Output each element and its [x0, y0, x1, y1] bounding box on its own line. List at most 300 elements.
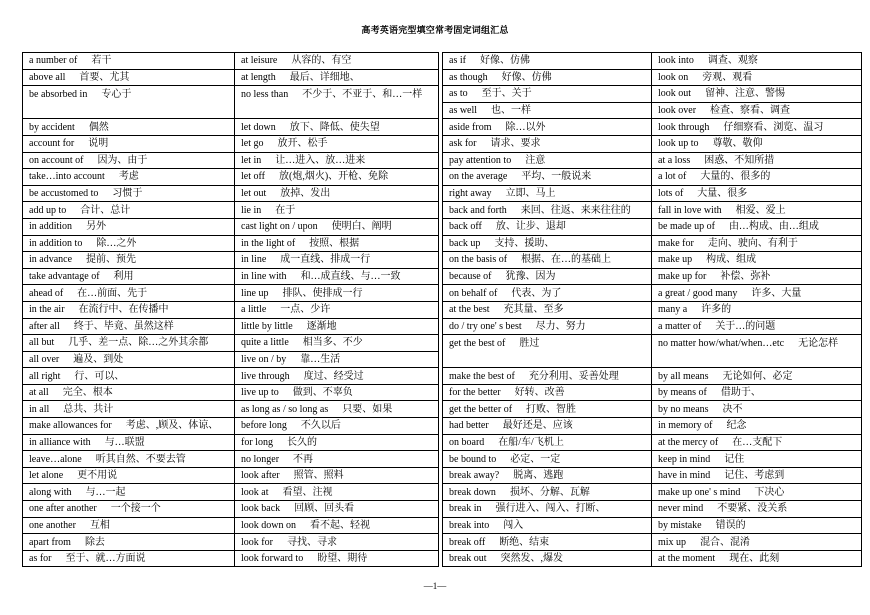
phrase-chinese: 偶然	[88, 121, 109, 133]
phrase-english: by no means	[658, 403, 709, 415]
phrase-chinese: 放、让步、退却	[495, 221, 566, 233]
phrase-english: let out	[241, 188, 267, 200]
phrase-cell	[23, 384, 235, 401]
phrase-chinese: 下决心	[754, 486, 785, 498]
table-row	[23, 185, 439, 202]
phrase-chinese: 请求、要求	[490, 138, 541, 150]
phrase-cell	[443, 268, 652, 285]
phrase-chinese: 损坏、分解、瓦解	[509, 486, 590, 498]
phrase-cell	[443, 102, 652, 119]
phrase-chinese: 首要、尤其	[79, 71, 130, 83]
phrase-cell	[652, 534, 862, 551]
phrase-english: by means of	[658, 387, 707, 399]
phrase-chinese: 充其量、至多	[503, 304, 564, 316]
phrase-english: get the better of	[449, 403, 513, 415]
phrase-english: look after	[241, 470, 280, 482]
phrase-cell	[443, 418, 652, 435]
phrase-cell	[23, 318, 235, 335]
phrase-chinese: 大量的、很多的	[700, 171, 771, 183]
phrase-english: fall in love with	[658, 204, 722, 216]
phrase-english: for the better	[449, 387, 501, 399]
phrase-chinese: 混合、混淆	[700, 536, 751, 548]
phrase-chinese: 代表、为了	[511, 287, 562, 299]
phrase-cell	[23, 484, 235, 501]
phrase-chinese: 好像、仿佛	[501, 71, 552, 83]
phrase-cell	[652, 268, 862, 285]
phrase-english: do / try one' s best	[449, 320, 522, 332]
phrase-cell	[443, 451, 652, 468]
table-row	[443, 501, 862, 518]
table-row	[443, 185, 862, 202]
phrase-cell	[652, 285, 862, 302]
phrase-table-right	[442, 52, 862, 567]
phrase-english: a great / good many	[658, 287, 738, 299]
phrase-english: let in	[241, 154, 262, 166]
table-row	[443, 318, 862, 335]
table-row	[23, 318, 439, 335]
phrase-chinese: 许多的	[701, 304, 732, 316]
phrase-english: at leisure	[241, 55, 278, 67]
phrase-chinese: 闯入	[503, 519, 524, 531]
phrase-chinese: 照管、照料	[293, 470, 344, 482]
phrase-english: make up	[658, 254, 693, 266]
phrase-english: be absorbed in	[29, 89, 88, 101]
table-row	[443, 401, 862, 418]
phrase-chinese: 突然发、,爆发	[500, 553, 563, 565]
phrase-cell	[235, 318, 439, 335]
phrase-chinese: 走向、驶向、有利于	[707, 237, 798, 249]
table-row	[443, 517, 862, 534]
table-row	[23, 119, 439, 136]
phrase-chinese: 放掉、发出	[280, 188, 331, 200]
phrase-chinese: 因为、由于	[97, 154, 148, 166]
phrase-cell	[235, 368, 439, 385]
phrase-chinese: 相爱、爱上	[735, 204, 786, 216]
phrase-chinese: 不久以后	[300, 420, 341, 432]
phrase-cell	[23, 451, 235, 468]
phrase-english: as for	[29, 553, 52, 565]
phrase-chinese: 断绝、结束	[499, 536, 550, 548]
table-row	[443, 434, 862, 451]
phrase-chinese: 强行进入、闯入、打断、	[495, 503, 606, 515]
phrase-cell	[443, 484, 652, 501]
phrase-chinese: 提前、预先	[86, 254, 137, 266]
phrase-english: on board	[449, 436, 485, 448]
phrase-chinese: 更不用说	[77, 470, 118, 482]
phrase-cell	[443, 119, 652, 136]
phrase-english: a little	[241, 304, 267, 316]
phrase-cell	[652, 335, 862, 368]
phrase-english: above all	[29, 71, 66, 83]
phrase-chinese: 互相	[89, 519, 110, 531]
phrase-english: make the best of	[449, 370, 515, 382]
phrase-chinese: 除…之外	[96, 237, 137, 249]
phrase-cell	[235, 268, 439, 285]
phrase-chinese: 调查、观察	[707, 55, 758, 67]
phrase-chinese: 脱离、逃跑	[513, 470, 564, 482]
phrase-english: live on / by	[241, 353, 287, 365]
phrase-english: no longer	[241, 453, 280, 465]
phrase-cell	[443, 534, 652, 551]
phrase-chinese: 决不	[722, 403, 743, 415]
phrase-english: along with	[29, 486, 72, 498]
phrase-cell	[23, 218, 235, 235]
phrase-english: after all	[29, 320, 60, 332]
phrase-english: let off	[241, 171, 265, 183]
phrase-english: break in	[449, 503, 482, 515]
phrase-chinese: 相当多、不少	[302, 337, 363, 349]
phrase-chinese: 做到、不辜负	[292, 387, 353, 399]
phrase-cell	[652, 252, 862, 269]
phrase-english: because of	[449, 271, 492, 283]
phrase-cell	[23, 418, 235, 435]
table-row	[23, 235, 439, 252]
table-row	[23, 86, 439, 119]
phrase-cell	[443, 135, 652, 152]
phrase-chinese: 至于、关于	[481, 88, 532, 100]
phrase-chinese: 在船/车/飞机上	[498, 436, 564, 448]
phrase-english: break off	[449, 536, 486, 548]
phrase-chinese: 按照、根据	[309, 237, 360, 249]
table-row	[23, 401, 439, 418]
phrase-chinese: 终于、毕竟、虽然这样	[73, 320, 174, 332]
phrase-cell	[235, 119, 439, 136]
phrase-english: ahead of	[29, 287, 64, 299]
table-row	[443, 202, 862, 219]
phrase-english: at a loss	[658, 154, 691, 166]
phrase-chinese: 另外	[86, 221, 107, 233]
phrase-chinese: 错误的	[715, 519, 746, 531]
phrase-english: get the best of	[449, 338, 506, 350]
table-row	[443, 384, 862, 401]
table-row	[443, 169, 862, 186]
phrase-chinese: 大量、很多	[697, 188, 748, 200]
phrase-chinese: 习惯于	[112, 188, 143, 200]
phrase-chinese: 犹豫、因为	[505, 271, 556, 283]
table-row	[23, 218, 439, 235]
phrase-chinese: 好转、改善	[514, 387, 565, 399]
phrase-english: mix up	[658, 536, 687, 548]
table-row	[443, 119, 862, 136]
phrase-english: in line	[241, 254, 267, 266]
phrase-cell	[443, 550, 652, 567]
phrase-cell	[235, 86, 439, 119]
phrase-english: make up one' s mind	[658, 486, 741, 498]
phrase-cell	[23, 534, 235, 551]
phrase-cell	[235, 517, 439, 534]
phrase-english: break into	[449, 519, 490, 531]
phrase-cell	[443, 318, 652, 335]
phrase-english: look up to	[658, 138, 699, 150]
phrase-english: break away?	[449, 470, 500, 482]
phrase-english: apart from	[29, 536, 71, 548]
phrase-english: look into	[658, 55, 694, 67]
phrase-chinese: 检查、察看、调查	[710, 105, 791, 117]
phrase-chinese: 排队、使排成一行	[282, 287, 363, 299]
phrase-cell	[652, 102, 862, 119]
phrase-english: at all	[29, 387, 49, 399]
phrase-chinese: 也、一样	[491, 105, 532, 117]
phrase-english: in the light of	[241, 237, 296, 249]
phrase-english: add up to	[29, 204, 67, 216]
phrase-chinese: 好像、仿佛	[479, 55, 530, 67]
phrase-cell	[235, 550, 439, 567]
table-row	[443, 135, 862, 152]
table-row	[443, 235, 862, 252]
phrase-chinese: 尊敬、敬仰	[712, 138, 763, 150]
phrase-cell	[235, 135, 439, 152]
phrase-cell	[443, 467, 652, 484]
phrase-english: cast light on / upon	[241, 221, 318, 233]
table-row	[23, 534, 439, 551]
table-row	[23, 368, 439, 385]
phrase-chinese: 旁观、观看	[702, 71, 753, 83]
phrase-cell	[23, 285, 235, 302]
phrase-cell	[652, 501, 862, 518]
table-row	[443, 484, 862, 501]
phrase-english: look at	[241, 486, 269, 498]
phrase-cell	[443, 185, 652, 202]
phrase-chinese: 至于、就…方面说	[65, 553, 146, 565]
phrase-cell	[652, 119, 862, 136]
phrase-english: be accustomed to	[29, 188, 99, 200]
phrase-cell	[443, 53, 652, 70]
table-row	[23, 69, 439, 86]
phrase-cell	[235, 152, 439, 169]
phrase-cell	[443, 202, 652, 219]
phrase-cell	[443, 285, 652, 302]
table-row	[23, 252, 439, 269]
phrase-english: by mistake	[658, 519, 702, 531]
phrase-english: make for	[658, 237, 694, 249]
phrase-english: be bound to	[449, 453, 497, 465]
table-row	[23, 285, 439, 302]
phrase-english: no matter how/what/when…etc	[658, 338, 785, 350]
phrase-english: right away	[449, 188, 492, 200]
table-row	[23, 135, 439, 152]
table-row	[23, 451, 439, 468]
phrase-cell	[443, 517, 652, 534]
table-row	[23, 152, 439, 169]
phrase-cell	[23, 434, 235, 451]
phrase-english: in line with	[241, 271, 287, 283]
phrase-cell	[23, 335, 235, 352]
table-row	[443, 152, 862, 169]
phrase-cell	[443, 501, 652, 518]
phrase-cell	[23, 467, 235, 484]
table-row	[443, 451, 862, 468]
phrase-english: line up	[241, 287, 269, 299]
phrase-english: look for	[241, 536, 273, 548]
phrase-english: look out	[658, 88, 692, 100]
phrase-cell	[23, 169, 235, 186]
phrase-chinese: 一点、少许	[280, 304, 331, 316]
phrase-english: in all	[29, 403, 50, 415]
phrase-english: lie in	[241, 204, 262, 216]
phrase-cell	[235, 235, 439, 252]
table-row	[23, 517, 439, 534]
phrase-cell	[443, 335, 652, 368]
phrase-english: make up for	[658, 271, 707, 283]
phrase-cell	[235, 53, 439, 70]
phrase-english: never mind	[658, 503, 704, 515]
phrase-cell	[443, 86, 652, 103]
phrase-cell	[652, 401, 862, 418]
phrase-cell	[23, 152, 235, 169]
phrase-chinese: 考虑、,顾及、体谅、	[125, 420, 219, 432]
phrase-english: for long	[241, 436, 273, 448]
phrase-chinese: 使明白、阐明	[331, 221, 392, 233]
phrase-chinese: 放下、降低、使失望	[289, 121, 380, 133]
phrase-cell	[443, 218, 652, 235]
phrase-cell	[443, 301, 652, 318]
phrase-cell	[235, 467, 439, 484]
phrase-chinese: 打败、智胜	[526, 403, 577, 415]
phrase-cell	[443, 434, 652, 451]
phrase-english: look on	[658, 71, 689, 83]
table-row	[23, 335, 439, 352]
phrase-english: let go	[241, 138, 264, 150]
phrase-english: as if	[449, 55, 466, 67]
phrase-english: a lot of	[658, 171, 687, 183]
phrase-english: at the moment	[658, 553, 716, 565]
phrase-english: in the air	[29, 304, 65, 316]
phrase-cell	[652, 235, 862, 252]
phrase-cell	[23, 401, 235, 418]
phrase-cell	[235, 401, 439, 418]
phrase-cell	[652, 368, 862, 385]
table-row	[23, 434, 439, 451]
phrase-english: as to	[449, 88, 468, 100]
table-row	[443, 218, 862, 235]
phrase-cell	[235, 285, 439, 302]
phrase-chinese: 除去	[84, 536, 105, 548]
phrase-cell	[235, 301, 439, 318]
phrase-cell	[652, 550, 862, 567]
phrase-cell	[235, 534, 439, 551]
phrase-chinese: 最后、详细地、	[289, 71, 360, 83]
phrase-chinese: 补偿、弥补	[720, 271, 771, 283]
page-number: —1—	[423, 581, 447, 591]
phrase-english: in alliance with	[29, 436, 91, 448]
phrase-english: pay attention to	[449, 154, 512, 166]
phrase-chinese: 除…以外	[505, 121, 546, 133]
phrase-cell	[652, 53, 862, 70]
table-row	[23, 169, 439, 186]
phrase-cell	[443, 169, 652, 186]
phrase-english: by accident	[29, 121, 75, 133]
phrase-chinese: 在流行中、在传播中	[78, 304, 169, 316]
table-row	[23, 53, 439, 70]
phrase-chinese: 总共、共计	[63, 403, 114, 415]
phrase-chinese: 说明	[88, 138, 109, 150]
phrase-english: keep in mind	[658, 453, 711, 465]
table-row	[443, 53, 862, 70]
phrase-english: all over	[29, 353, 60, 365]
phrase-chinese: 若干	[91, 55, 112, 67]
phrase-english: leave…alone	[29, 453, 82, 465]
phrase-cell	[235, 484, 439, 501]
phrase-cell	[652, 301, 862, 318]
table-row	[443, 301, 862, 318]
phrase-chinese: 利用	[113, 271, 134, 283]
phrase-cell	[23, 268, 235, 285]
phrase-cell	[652, 185, 862, 202]
phrase-chinese: 留神、注意、警惕	[705, 88, 786, 100]
phrase-chinese: 无论怎样	[798, 338, 839, 350]
phrase-english: break down	[449, 486, 496, 498]
phrase-cell	[23, 86, 235, 119]
phrase-english: in addition to	[29, 237, 83, 249]
phrase-cell	[23, 202, 235, 219]
phrase-chinese: 合计、总计	[80, 204, 131, 216]
phrase-cell	[443, 152, 652, 169]
phrase-cell	[652, 135, 862, 152]
phrase-cell	[235, 169, 439, 186]
phrase-english: had better	[449, 420, 489, 432]
phrase-english: quite a little	[241, 337, 289, 349]
phrase-cell	[23, 368, 235, 385]
phrase-cell	[652, 434, 862, 451]
phrase-cell	[443, 384, 652, 401]
phrase-cell	[443, 368, 652, 385]
phrase-english: live through	[241, 370, 290, 382]
phrase-cell	[652, 69, 862, 86]
phrase-english: be made up of	[658, 221, 715, 233]
phrase-chinese: 来回、往返、来来往往的	[520, 204, 631, 216]
phrase-english: at the mercy of	[658, 436, 719, 448]
phrase-english: many a	[658, 304, 688, 316]
phrase-chinese: 遍及、到处	[73, 353, 124, 365]
table-row	[443, 534, 862, 551]
phrase-english: before long	[241, 420, 287, 432]
phrase-chinese: 行、可以、	[74, 370, 125, 382]
phrase-chinese: 记住、考虑到	[724, 470, 785, 482]
table-row	[443, 418, 862, 435]
table-row	[443, 268, 862, 285]
phrase-chinese: 长久的	[286, 436, 317, 448]
table-row	[23, 384, 439, 401]
phrase-cell	[23, 301, 235, 318]
phrase-cell	[235, 434, 439, 451]
phrase-chinese: 困惑、不知所措	[704, 154, 775, 166]
phrase-cell	[652, 451, 862, 468]
phrase-chinese: 盼望、期待	[317, 553, 368, 565]
phrase-english: account for	[29, 138, 75, 150]
phrase-chinese: 借助于、	[720, 387, 761, 399]
phrase-chinese: 不少于、不亚于、和…一样	[302, 89, 423, 101]
phrase-english: look back	[241, 503, 281, 515]
phrase-cell	[443, 252, 652, 269]
table-row	[443, 285, 862, 302]
phrase-cell	[652, 517, 862, 534]
phrase-cell	[235, 185, 439, 202]
phrase-chinese: 不要紧、没关系	[717, 503, 788, 515]
phrase-chinese: 在于	[275, 204, 296, 216]
phrase-chinese: 和…成直线、与…一致	[300, 271, 401, 283]
phrase-chinese: 不再	[293, 453, 314, 465]
table-row	[23, 467, 439, 484]
phrase-english: at length	[241, 71, 276, 83]
phrase-chinese: 考虑	[118, 171, 139, 183]
phrase-cell	[23, 185, 235, 202]
phrase-cell	[23, 69, 235, 86]
phrase-cell	[235, 501, 439, 518]
phrase-english: back off	[449, 221, 482, 233]
phrase-english: one after another	[29, 503, 97, 515]
phrase-cell	[23, 53, 235, 70]
phrase-chinese: 只要、如果	[342, 403, 393, 415]
